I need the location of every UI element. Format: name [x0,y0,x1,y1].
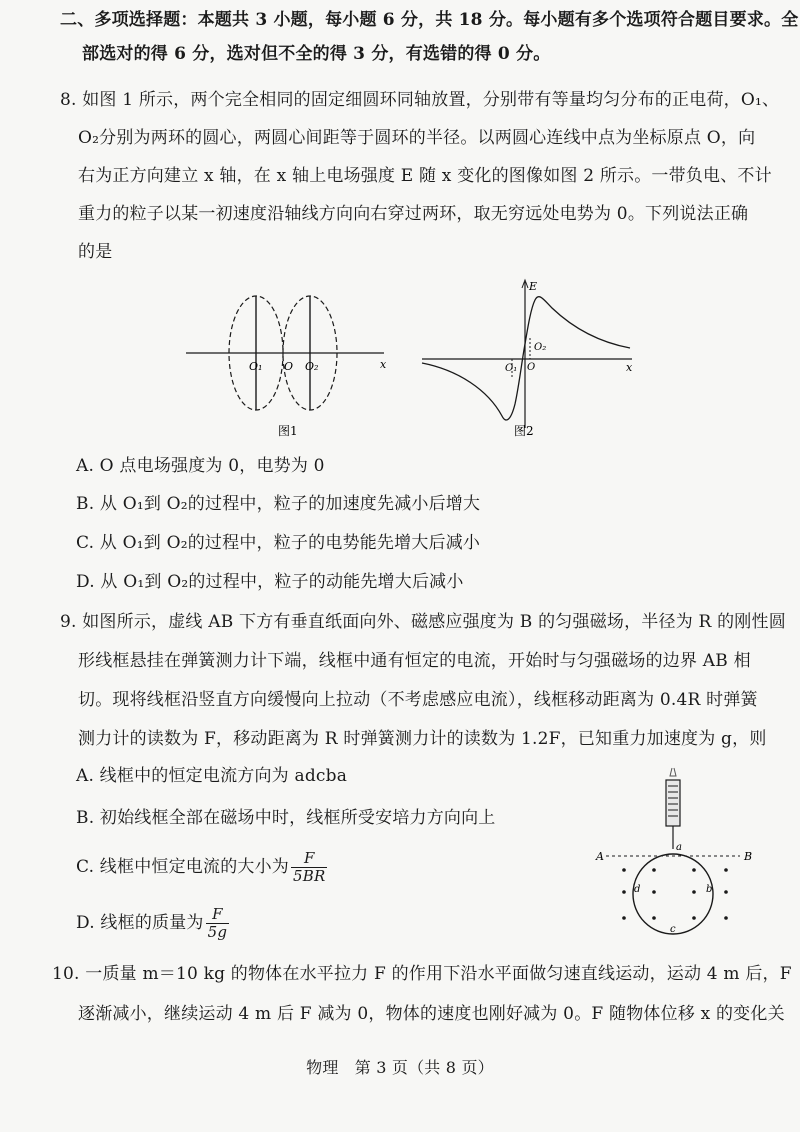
spring-scale-icon [666,780,680,826]
q9-point-d: d [634,884,641,895]
fig1-label-x: x [380,358,387,371]
fraction-denominator: 5BR [293,867,326,885]
q8-text-line1: 8. 如图 1 所示，两个完全相同的固定细圆环同轴放置，分别带有等量均匀分布的正电荷，O₁、 [60,90,780,110]
q9-option-c [76,848,327,886]
q9-option-a: A. 线框中的恒定电流方向为 adcba [76,766,348,786]
q9-option-d-fraction [206,906,230,941]
fig2-label-o: O [527,362,536,373]
page-footer: 物理 第 3 页（共 8 页） [306,1058,494,1077]
q9-text-line2: 形线框悬挂在弹簧测力计下端，线框中通有恒定的电流，开始时与匀强磁场的边界 AB 相 [78,651,751,671]
fig2-caption: 图2 [514,424,534,438]
fig2-label-x: x [626,361,633,374]
fig2-label-o2: O₂ [534,342,547,353]
figure-2 [418,278,640,444]
q9-point-b: b [706,884,713,895]
q9-label-b-boundary: B [744,850,753,863]
q8-text-line2: O₂分别为两环的圆心，两圆心间距等于圆环的半径。以两圆心连线中点为坐标原点 O，向 [78,128,756,148]
q9-label-a-boundary: A [596,850,604,863]
q8-option-b: B. 从 O₁到 O₂的过程中，粒子的加速度先减小后增大 [76,494,481,514]
fig2-e-curve [422,297,630,420]
fig2-label-o1: O₁ [505,363,518,374]
q8-text-line5: 的是 [78,242,113,262]
q9-option-b: B. 初始线框全部在磁场中时，线框所受安培力方向向上 [76,808,496,828]
section-header-line1: 二、多项选择题：本题共 3 小题，每小题 6 分，共 18 分。每小题有多个选项符合题目要求。全 [60,10,799,30]
q9-text-line1: 9. 如图所示，虚线 AB 下方有垂直纸面向外、磁感应强度为 B 的匀强磁场，半径为 R 的刚性圆 [60,612,786,632]
q9-text-line3: 切。现将线框沿竖直方向缓慢向上拉动（不考虑感应电流），线框移动距离为 0.4R 时弹簧 [78,690,758,710]
q9-text-line4: 测力计的读数为 F，移动距离为 R 时弹簧测力计的读数为 1.2F，已知重力加速度为 g，则 [78,729,767,749]
q9-option-c-fraction [291,850,327,885]
fig2-label-e: E [529,280,538,293]
q8-option-d: D. 从 O₁到 O₂的过程中，粒子的动能先增大后减小 [76,572,464,592]
fraction-denominator: 5g [207,923,228,941]
fig1-label-o2: O₂ [305,360,319,373]
q9-point-c: c [670,924,676,935]
section-header-line2: 部选对的得 6 分，选对但不全的得 3 分，有选错的得 0 分。 [82,44,551,64]
q9-option-c-text: C. 线框中恒定电流的大小为 [76,857,290,877]
q8-text-line3: 右为正方向建立 x 轴，在 x 轴上电场强度 E 随 x 变化的图像如图 2 所示。一带负电、不计 [78,166,772,186]
wire-loop [633,854,713,934]
fig1-caption: 图1 [278,424,298,438]
figure-1 [180,292,400,442]
fig1-label-o: O [284,360,294,373]
q8-option-c: C. 从 O₁到 O₂的过程中，粒子的电势能先增大后减小 [76,533,481,553]
fraction-numerator: F [206,906,230,924]
q10-text-line2: 逐渐减小，继续运动 4 m 后 F 减为 0，物体的速度也刚好减为 0。F 随物体位移 x 的变化关 [78,1004,785,1024]
spring-hook [670,768,676,776]
q8-text-line4: 重力的粒子以某一初速度沿轴线方向向右穿过两环，取无穷远处电势为 0。下列说法正确 [78,204,749,224]
fraction-numerator: F [291,850,327,868]
q9-point-a: a [676,842,682,853]
fig1-label-o1: O₁ [249,360,263,373]
q9-option-d-text: D. 线框的质量为 [76,913,204,933]
q9-figure [592,764,762,942]
q9-option-d [76,904,229,942]
q8-option-a: A. O 点电场强度为 0，电势为 0 [76,456,325,476]
q10-text-line1: 10. 一质量 m＝10 kg 的物体在水平拉力 F 的作用下沿水平面做匀速直线运动，运动 4 m 后，F [52,964,792,984]
